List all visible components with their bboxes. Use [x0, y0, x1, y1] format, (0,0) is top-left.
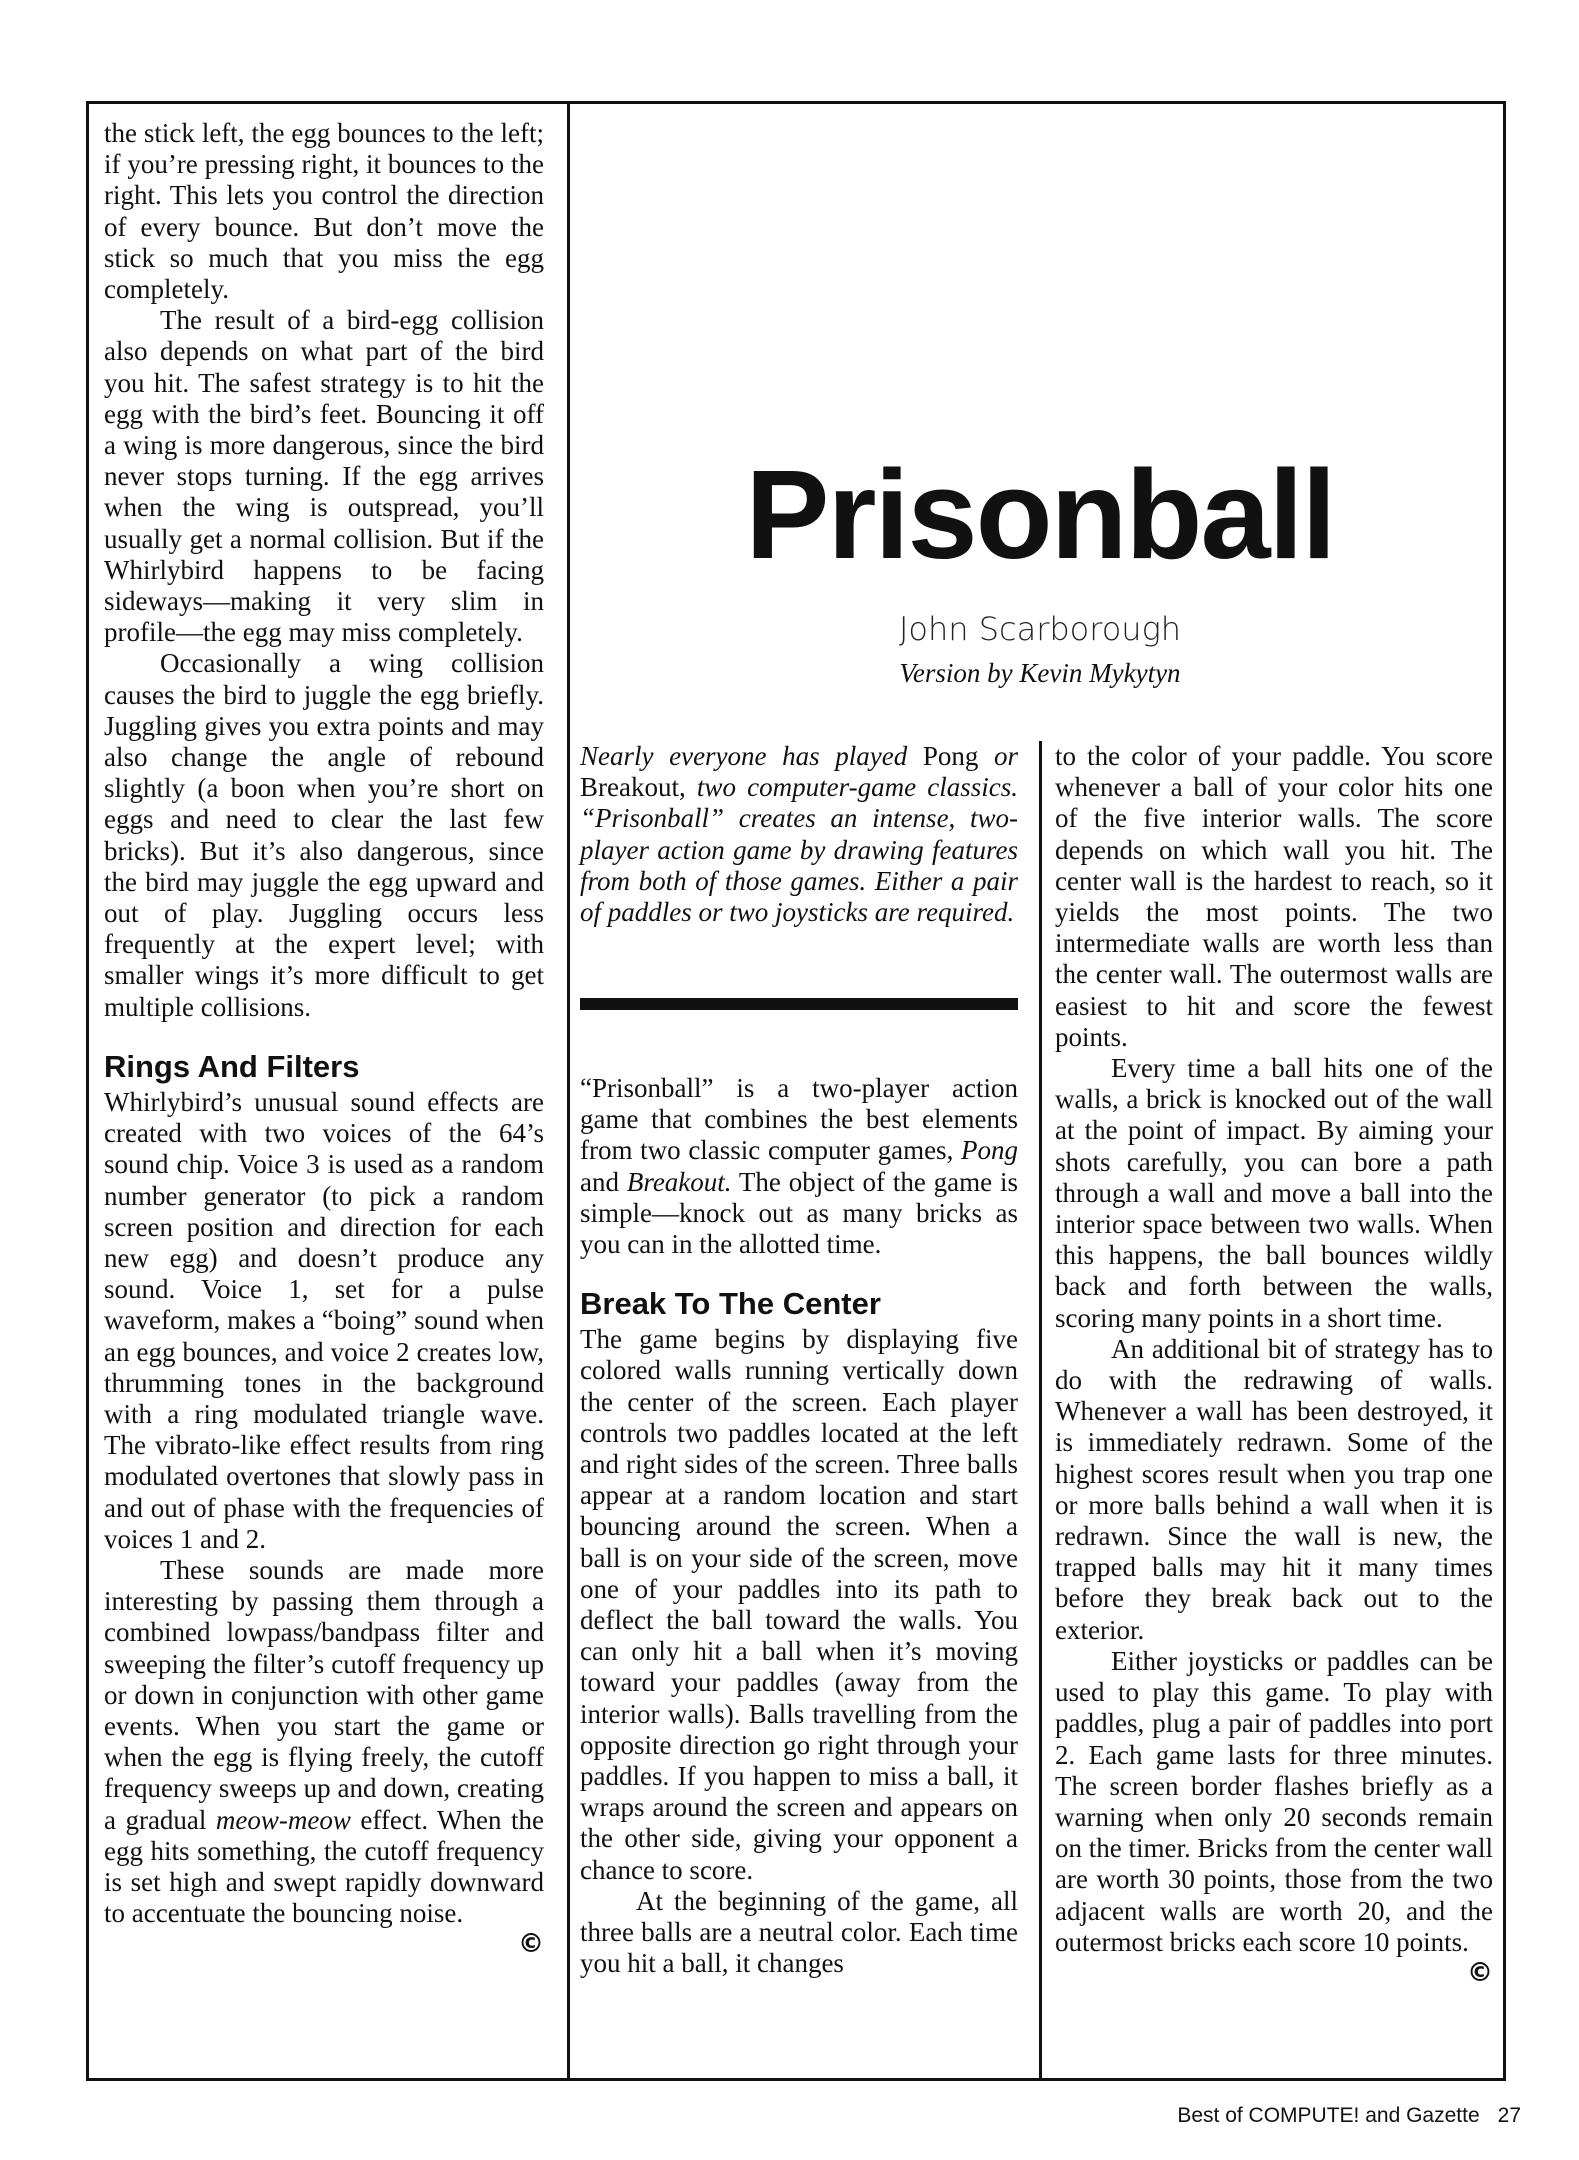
paragraph: The result of a bird-egg collision also depends on what part of the bird you hit. The safest strategy is to hit the egg with the bird’s feet. Bouncing it off a wing is more dangerous, since the bird never stops turning. If the egg arrives when the wing is outspread, you’ll usually get a normal collision. But if the Whirlybird happens to be facing sideways—making it very slim in profile—the egg may miss completely.	[104, 305, 544, 648]
text-run-roman: Pong	[922, 741, 979, 771]
paragraph: An additional bit of strategy has to do with the redrawing of walls. Whenever a wall has been destroyed, it is immediately redrawn. Some of the highest scores result when you trap one or more balls behind a wall when it is redrawn. Since the wall is new, the trapped balls may hit it many times before they break back out to the exterior.	[1055, 1333, 1493, 1645]
article-author: John Scarborough	[898, 610, 1182, 648]
column-divider-right	[1039, 741, 1042, 2081]
right-column	[1055, 741, 1493, 1989]
text-run-italic: Pong	[961, 1135, 1018, 1166]
article-intro	[580, 741, 1018, 928]
end-mark-icon: ©	[518, 1929, 544, 1960]
paragraph: At the beginning of the game, all three balls are a neutral color. Each time you hit a ball, it changes	[580, 1885, 1018, 1979]
left-column	[104, 118, 544, 1961]
paragraph: to the color of your paddle. You score whenever a ball of your color hits one of the five interior walls. The score depends on which wall you hit. The center wall is the hardest to reach, so it yields the most points. The two intermediate walls are worth less than the center wall. The outermost walls are easiest to hit and score the fewest points.	[1055, 741, 1493, 1052]
paragraph: Whirlybird’s unusual sound effects are created with two voices of the 64’s sound chip. Voice 3 is used as a random number generator (to pick a random screen position and direction for each new egg) and doesn’t produce any sound. Voice 1, set for a pulse waveform, makes a “boing” sound when an egg bounces, and voice 2 creates low, thrumming tones in the background with a ring modulated triangle wave. The vibrato-like effect results from ring modulated overtones that slowly pass in and out of phase with the frequencies of voices 1 and 2.	[104, 1086, 544, 1554]
intro-rule-divider	[580, 998, 1018, 1010]
text-run: or	[978, 741, 1018, 771]
article-version-credit: Version by Kevin Mykytyn	[899, 658, 1181, 688]
text-run: and	[580, 1166, 627, 1197]
page-number: 27	[1497, 2104, 1521, 2127]
text-run: two computer-game classics. “Prisonball” creates an intense, two-player action game by drawing features from both of those games. Either a pair of paddles or two joysticks are required.	[580, 772, 1018, 928]
text-run: Either joysticks or paddles can be used to play this game. To play with paddles, plug a pair of paddles into port 2. Each game lasts for three minutes. The screen border flashes briefly as a warning when only 20 seconds remain on the timer. Bricks from the center wall are worth 30 points, those from the two adjacent walls are worth 20, and the outermost bricks each score 10 points.	[1055, 1645, 1493, 1957]
paragraph: Occasionally a wing collision causes the bird to juggle the egg briefly. Juggling gives you extra points and may also change the angle of rebound slightly (a boon when you’re short on eggs and need to clear the last few bricks). But it’s also dangerous, since the bird may juggle the egg upward and out of play. Juggling occurs less frequently at the expert level; with smaller wings it’s more difficult to get multiple collisions.	[104, 648, 544, 1022]
section-heading: Break To The Center	[580, 1286, 881, 1322]
text-run: These sounds are made more interesting by passing them through a combined lowpass/bandpass filter and sweeping the filter’s cutoff frequency up or down in conjunction with other game events. When you start the game or when the egg is flying freely, the cutoff frequency sweeps up and down, creating a gradual	[104, 1554, 544, 1835]
text-run-roman: Breakout,	[580, 772, 686, 803]
paragraph	[1055, 1645, 1493, 1988]
text-run-italic: Breakout.	[626, 1166, 732, 1197]
article-title: Prisonball	[745, 444, 1335, 585]
paragraph	[580, 1073, 1018, 1260]
publication-name: Best of COMPUTE! and Gazette	[1177, 2104, 1480, 2127]
text-run: effect. When the egg hits something, the cutoff frequency is set high and swept rapidly downward to accentuate the bouncing noise.	[104, 1804, 544, 1929]
text-run: The object of the game is simple—knock out as many bricks as you can in the allotted time.	[580, 1166, 1018, 1260]
column-divider-left	[567, 101, 570, 2081]
paragraph: Every time a ball hits one of the walls, a brick is knocked out of the wall at the point of impact. By aiming your shots carefully, you can bore a path through a wall and move a ball into the interior space between two walls. When this happens, the ball bounces wildly back and forth between the walls, scoring many points in a short time.	[1055, 1053, 1493, 1333]
middle-column	[580, 1073, 1018, 1979]
text-run-italic: meow-meow	[215, 1804, 351, 1835]
paragraph	[104, 1554, 544, 1960]
page-footer	[1177, 2104, 1521, 2128]
section-heading: Rings And Filters	[104, 1048, 360, 1084]
end-mark-icon: ©	[1467, 1957, 1493, 1988]
text-run: Nearly everyone has played	[580, 741, 923, 771]
text-run: “Prisonball” is a two-player action game that combines the best elements from two classic computer games,	[580, 1073, 1018, 1166]
paragraph: The game begins by displaying five colored walls running vertically down the center of the screen. Each player controls two paddles located at the left and right sides of the screen. Three balls appear at a random location and start bouncing around the screen. When a ball is on your side of the screen, move one of your paddles into its path to deflect the ball toward the walls. You can only hit a ball when it’s moving toward your paddles (away from the interior walls). Balls travelling from the opposite direction go right through your paddles. If you happen to miss a ball, it wraps around the screen and appears on the other side, giving your opponent a chance to score.	[580, 1324, 1018, 1885]
paragraph: the stick left, the egg bounces to the left; if you’re pressing right, it bounces to the right. This lets you control the direction of every bounce. But don’t move the stick so much that you miss the egg completely.	[104, 118, 544, 305]
